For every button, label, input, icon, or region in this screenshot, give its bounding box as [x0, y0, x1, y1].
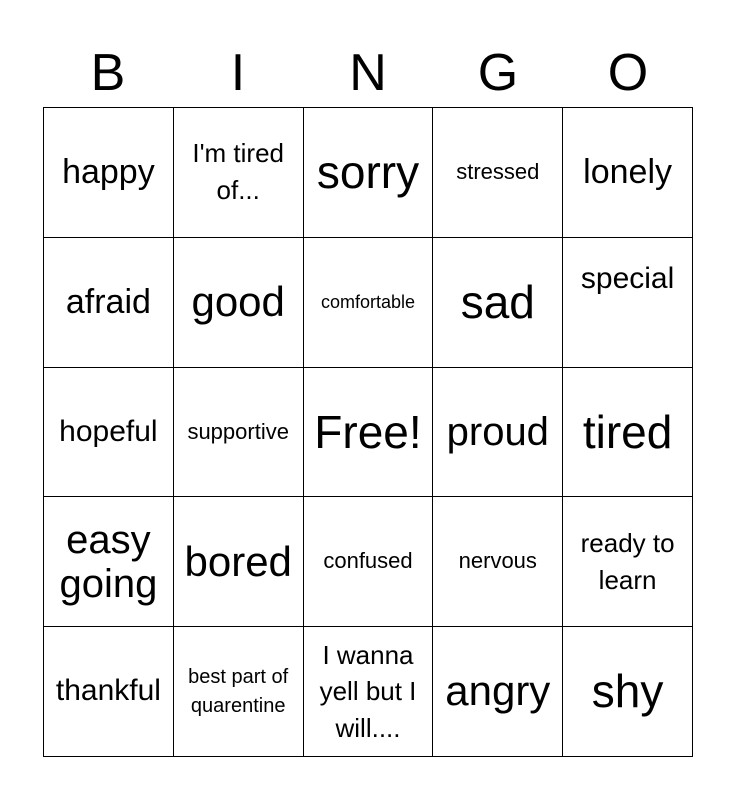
- bingo-cell[interactable]: happy: [44, 108, 174, 238]
- header-letter-i: I: [230, 44, 246, 102]
- bingo-cell[interactable]: stressed: [433, 108, 563, 238]
- bingo-cell[interactable]: sad: [433, 238, 563, 368]
- bingo-cell[interactable]: bored: [174, 497, 304, 627]
- bingo-cell[interactable]: thankful: [44, 627, 174, 757]
- bingo-cell[interactable]: I wanna yell but I will....: [304, 627, 434, 757]
- header-letter-o: O: [607, 44, 649, 102]
- bingo-cell[interactable]: confused: [304, 497, 434, 627]
- bingo-cell[interactable]: comfortable: [304, 238, 434, 368]
- bingo-cell[interactable]: proud: [433, 368, 563, 498]
- bingo-cell[interactable]: afraid: [44, 238, 174, 368]
- header-letter-n: N: [349, 44, 387, 102]
- bingo-cell[interactable]: I'm tired of...: [174, 108, 304, 238]
- bingo-cell[interactable]: sorry: [304, 108, 434, 238]
- bingo-card-grid: [43, 107, 693, 757]
- bingo-cell[interactable]: good: [174, 238, 304, 368]
- bingo-cell[interactable]: shy: [563, 627, 693, 757]
- bingo-cell[interactable]: ready to learn: [563, 497, 693, 627]
- bingo-cell[interactable]: lonely: [563, 108, 693, 238]
- bingo-header: [43, 40, 693, 106]
- bingo-cell[interactable]: hopeful: [44, 368, 174, 498]
- bingo-cell[interactable]: special: [563, 238, 693, 368]
- header-letter-b: B: [90, 44, 126, 102]
- bingo-cell[interactable]: tired: [563, 368, 693, 498]
- bingo-cell[interactable]: angry: [433, 627, 563, 757]
- header-letter-g: G: [477, 44, 519, 102]
- bingo-cell[interactable]: supportive: [174, 368, 304, 498]
- bingo-cell[interactable]: nervous: [433, 497, 563, 627]
- bingo-cell[interactable]: best part of quarentine: [174, 627, 304, 757]
- bingo-cell[interactable]: Free!: [304, 368, 434, 498]
- bingo-cell[interactable]: easy going: [44, 497, 174, 627]
